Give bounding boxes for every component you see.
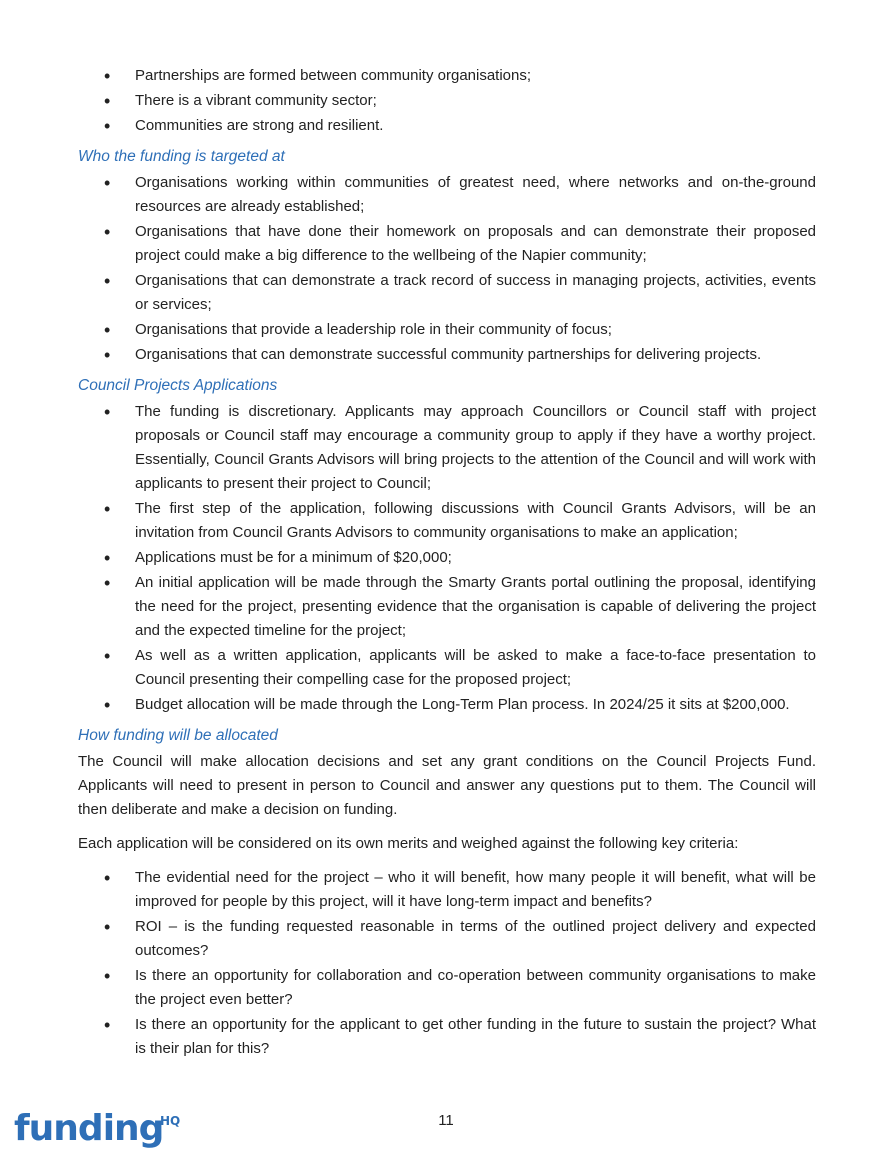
targeted-bullet-list — [78, 171, 816, 367]
list-item: • Is there an opportunity for collaboration and co-operation between community organisations to make the project even better? — [78, 964, 816, 1012]
list-item: • As well as a written application, applicants will be asked to make a face-to-face presentation to Council presenting their compelling case for the proposed project; — [78, 644, 816, 692]
section-heading-targeted: Who the funding is targeted at — [78, 148, 285, 165]
list-item: • Organisations that provide a leadership role in their community of focus; — [78, 318, 816, 342]
list-item: • Organisations that can demonstrate successful community partnerships for delivering projects. — [78, 343, 816, 367]
list-item: • Is there an opportunity for the applicant to get other funding in the future to sustain the project? What is their plan for this? — [78, 1013, 816, 1061]
list-item: • The funding is discretionary. Applicants may approach Councillors or Council staff with project proposals or Council staff may encourage a community group to apply if they have a worthy project. Essentially, Council Grants Advisors will bring projects to the attention of the Council and will work with applicants to present their project to Council; — [78, 400, 816, 496]
applications-bullet-list — [78, 400, 816, 717]
list-item: • The evidential need for the project – who it will benefit, how many people it will benefit, what will be improved for people by this project, will it have long-term impact and benefits? — [78, 866, 816, 914]
list-item: • Communities are strong and resilient. — [78, 114, 816, 138]
list-item: • Organisations that have done their homework on proposals and can demonstrate their proposed project could make a big difference to the wellbeing of the Napier community; — [78, 220, 816, 268]
list-item: • There is a vibrant community sector; — [78, 89, 816, 113]
list-item: • Budget allocation will be made through the Long-Term Plan process. In 2024/25 it sits at $200,000. — [78, 693, 816, 717]
page-number: 11 — [438, 1112, 454, 1129]
criteria-intro-paragraph: Each application will be considered on its own merits and weighed against the following key criteria: — [78, 835, 739, 852]
list-item: • The first step of the application, following discussions with Council Grants Advisors, will be an invitation from Council Grants Advisors to community organisations to make an application; — [78, 497, 816, 545]
section-heading-allocation: How funding will be allocated — [78, 727, 278, 744]
allocation-paragraph: The Council will make allocation decisions and set any grant conditions on the Council Projects Fund. Applicants will need to present in person to Council and answer any questions put to them. The Council will then deliberate and make a decision on funding. — [78, 753, 816, 818]
page-content — [78, 64, 816, 1062]
list-item: • An initial application will be made through the Smarty Grants portal outlining the proposal, identifying the need for the project, presenting evidence that the organisation is capable of delivering the project and the expected timeline for the project; — [78, 571, 816, 643]
list-item: • ROI – is the funding requested reasonable in terms of the outlined project delivery and expected outcomes? — [78, 915, 816, 963]
list-item: • Organisations working within communities of greatest need, where networks and on-the-ground resources are already established; — [78, 171, 816, 219]
criteria-bullet-list — [78, 866, 816, 1061]
list-item: • Applications must be for a minimum of $20,000; — [78, 546, 816, 570]
intro-bullet-list — [78, 64, 816, 138]
section-heading-applications: Council Projects Applications — [78, 377, 278, 394]
list-item: • Partnerships are formed between community organisations; — [78, 64, 816, 88]
logo-wordmark: funding — [14, 1108, 164, 1149]
list-item: • Organisations that can demonstrate a track record of success in managing projects, activities, events or services; — [78, 269, 816, 317]
logo-suffix: HQ — [160, 1114, 181, 1128]
